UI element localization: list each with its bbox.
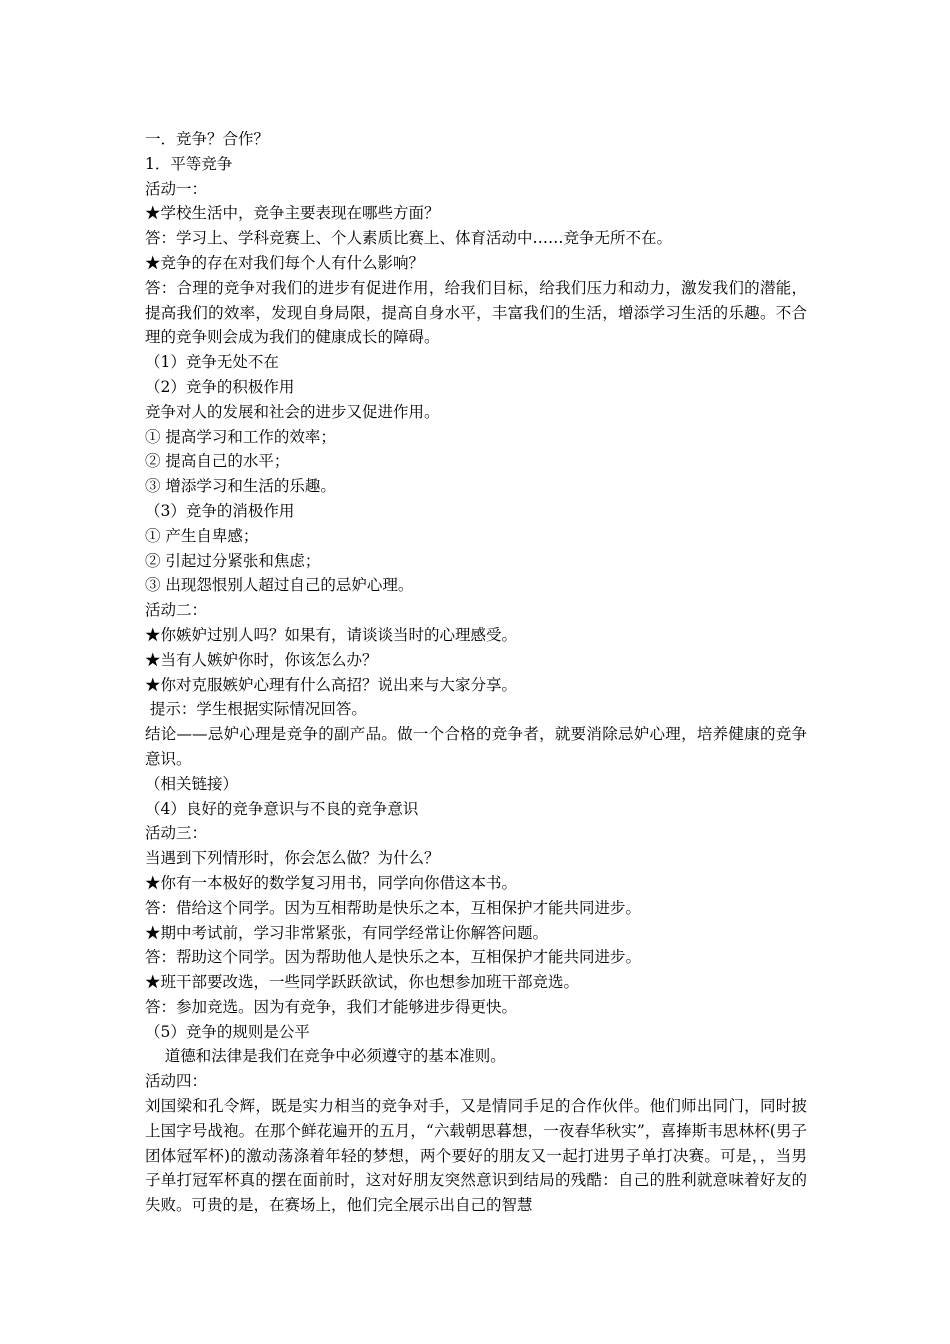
text-paragraph: 结论——忌妒心理是竞争的副产品。做一个合格的竞争者，就要消除忌妒心理，培养健康的竞争意识。 [145,725,807,768]
text-paragraph: 答：学习上、学科竞赛上、个人素质比赛上、体育活动中……竞争无所不在。 [145,229,673,248]
text-paragraph: ★当有人嫉妒你时，你该怎么办？ [145,650,378,669]
text-paragraph: 竞争对人的发展和社会的进步又促进作用。 [145,402,440,421]
text-paragraph: （3）竞争的消极作用 [145,501,295,520]
text-paragraph: 答：帮助这个同学。因为帮助他人是快乐之本，互相保护才能共同进步。 [145,948,642,967]
text-paragraph: 活动四： [145,1072,208,1091]
text-paragraph: 答：合理的竞争对我们的进步有促进作用，给我们目标，给我们压力和动力，激发我们的潜能，提高我们的效率，发现自身局限，提高自身水平，丰富我们的生活，增添学习生活的乐趣。不合理的竞争则会成为我们的健康成长的障碍。 [145,278,807,347]
text-paragraph: 刘国梁和孔令辉，既是实力相当的竞争对手，又是情同手足的合作伙伴。他们师出同门，同时披上国字号战袍。在那个鲜花遍开的五月，“六载朝思暮想，一夜春华秋实”，喜捧斯韦思林杯(男子团体冠军杯)的激动荡涤着年轻的梦想，两个要好的朋友又一起打进男子单打决赛。可是，，当男子单打冠军杯真的摆在面前时，这对好朋友突然意识到结局的残酷：自己的胜利就意味着好友的失败。可贵的是，在赛场上，他们完全展示出自己的智慧 [145,1097,807,1215]
text-paragraph: ★你有一本极好的数学复习用书，同学向你借这本书。 [145,873,518,892]
text-paragraph: （4）良好的竞争意识与不良的竞争意识 [145,799,419,818]
document-body [145,127,807,1218]
text-paragraph: 1．平等竞争 [145,154,233,173]
text-paragraph: ★你对克服嫉妒心理有什么高招？说出来与大家分享。 [145,675,518,694]
text-paragraph: 一．竞争？合作？ [145,130,270,148]
text-paragraph: ③ 增添学习和生活的乐趣。 [145,477,336,496]
text-paragraph: （相关链接） [145,774,239,793]
text-paragraph: ① 产生自卑感； [145,526,259,545]
text-paragraph: 答：借给这个同学。因为互相帮助是快乐之本，互相保护才能共同进步。 [145,898,642,917]
text-paragraph: （5）竞争的规则是公平 [145,1022,310,1041]
text-paragraph: 答：参加竞选。因为有竞争，我们才能够进步得更快。 [145,997,518,1016]
text-paragraph: ② 引起过分紧张和焦虑； [145,551,321,570]
text-paragraph: 活动三： [145,824,208,843]
text-paragraph: ★学校生活中，竞争主要表现在哪些方面？ [145,204,440,223]
text-paragraph: ② 提高自己的水平； [145,452,290,471]
text-paragraph: （2）竞争的积极作用 [145,377,295,396]
text-paragraph: 当遇到下列情形时，你会怎么做？为什么？ [145,849,440,868]
text-paragraph: ★期中考试前，学习非常紧张，有同学经常让你解答问题。 [145,923,549,942]
text-paragraph: 活动二： [145,601,208,620]
text-paragraph: （1）竞争无处不在 [145,353,279,372]
text-paragraph: ③ 出现怨恨别人超过自己的忌妒心理。 [145,576,414,595]
text-paragraph: ★竞争的存在对我们每个人有什么影响？ [145,253,425,272]
text-paragraph: ★班干部要改选，一些同学跃跃欲试，你也想参加班干部竞选。 [145,973,580,992]
text-paragraph: 道德和法律是我们在竞争中必须遵守的基本准则。 [145,1047,506,1066]
text-paragraph: ★你嫉妒过别人吗？如果有，请谈谈当时的心理感受。 [145,625,518,644]
text-paragraph: 提示：学生根据实际情况回答。 [145,700,367,719]
text-paragraph: 活动一： [145,179,208,198]
text-paragraph: ① 提高学习和工作的效率； [145,427,336,446]
